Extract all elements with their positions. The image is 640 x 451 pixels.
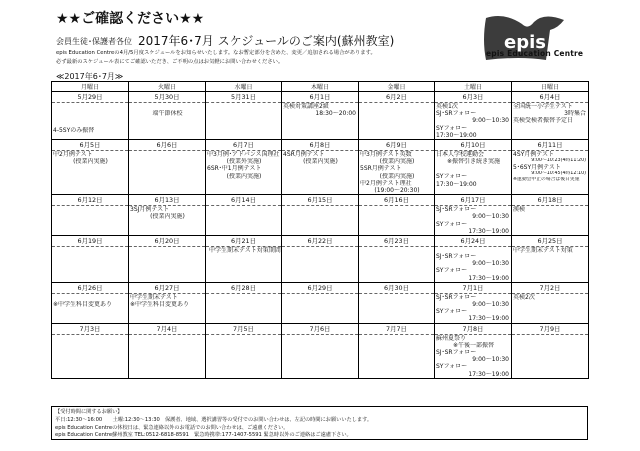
day-cell	[359, 195, 435, 236]
event-text: 蘇州夏祭り	[436, 334, 467, 342]
day-cell	[282, 323, 359, 378]
date-label: 6月18日	[512, 195, 588, 206]
date-label: 6月22日	[282, 236, 358, 247]
event-text: SJ･SRフォロー	[436, 293, 477, 301]
event-text: SJ･SRフォロー	[436, 206, 477, 214]
intro-line-1: epis Education Centreの4月/5月度スケジュールをお知らせいたします。なお暫定部分を含めた、変更／追加される場合があります。	[56, 50, 376, 56]
date-label: 6月20日	[129, 236, 205, 247]
date-label: 6月13日	[129, 195, 205, 206]
event-time: 9:00～10:30	[472, 117, 509, 125]
date-label: 7月2日	[512, 283, 588, 294]
event-text: 中3月例テスト英数	[360, 151, 412, 159]
date-label: 7月6日	[282, 324, 358, 335]
event-text: 中学生期末テスト	[130, 293, 178, 301]
notes-box	[51, 406, 588, 440]
event-text: 4SR月例テスト	[283, 151, 325, 159]
page-title: ★★ご確認ください★★	[56, 11, 205, 27]
date-label: 6月11日	[512, 140, 588, 151]
day-cell	[52, 236, 129, 283]
schedule-table	[51, 81, 589, 379]
event-text: 日本人学校運動会	[436, 151, 485, 159]
event-text: 中2月例テスト理社	[360, 179, 412, 187]
event-text: SYフォロー	[436, 173, 468, 181]
day-cell	[206, 282, 282, 323]
event-note: ※中学生科目変更あり	[53, 300, 113, 308]
event-text: 漢検	[513, 206, 526, 214]
date-label: 6月6日	[129, 140, 205, 151]
week-row	[52, 92, 589, 140]
event-text	[52, 103, 128, 110]
date-label: 5月31日	[206, 92, 281, 103]
weekday-header: 木曜日	[282, 82, 359, 92]
day-cell	[282, 236, 359, 283]
day-cell	[282, 140, 359, 195]
event-time: 17:30～19:00	[468, 370, 509, 378]
event-time: 9:00～10:30	[472, 213, 509, 221]
date-label: 6月28日	[206, 283, 281, 294]
event-text: SYフォロー	[436, 363, 468, 371]
day-cell	[359, 282, 435, 323]
notes-line: epis Education Centreの休校日は、緊急連絡以外のお電話でのお問い合わせは、ご遠慮ください。	[55, 425, 289, 431]
date-label: 7月9日	[512, 324, 588, 335]
weekday-header-row	[52, 82, 589, 92]
day-cell	[435, 282, 512, 323]
day-cell	[129, 282, 206, 323]
week-row	[52, 140, 589, 195]
event-time: 9:00～10:30	[472, 301, 509, 309]
date-label: 6月12日	[52, 195, 128, 206]
day-cell	[52, 323, 129, 378]
event-note: ※中学生科目変更あり	[130, 301, 190, 309]
event-text: 4SY月例テスト	[513, 151, 555, 159]
event-text: 3時集合	[564, 110, 586, 118]
date-label: 6月25日	[512, 236, 588, 247]
event-text: (授業内実施)	[226, 172, 262, 180]
weekday-header: 金曜日	[359, 82, 435, 92]
date-label: 7月4日	[129, 324, 205, 335]
event-time: 9:00～10:30	[472, 260, 509, 268]
day-cell	[206, 195, 282, 236]
date-label: 6月15日	[282, 195, 358, 206]
day-cell	[206, 323, 282, 378]
event-text: (授業外実施)	[226, 158, 262, 166]
greeting: 会員生徒･保護者各位	[56, 37, 132, 46]
day-cell	[129, 92, 206, 140]
day-cell	[359, 92, 435, 140]
date-label: 6月26日	[52, 283, 128, 294]
day-cell	[512, 323, 589, 378]
date-label: 5月29日	[52, 92, 128, 103]
day-cell	[512, 282, 589, 323]
event-text: SYフォロー	[436, 267, 468, 275]
week-row	[52, 195, 589, 236]
day-cell	[129, 236, 206, 283]
date-label: 6月2日	[359, 92, 434, 103]
notes-line: epis Education Centre蘇州教室 TEL:0512-6818-8591 緊急時携帯:177-1407-5591 緊急時以外のご連絡はご遠慮下さい。	[55, 432, 352, 438]
event-time: 9:00～10:45(4時12:10)	[531, 171, 586, 177]
schedule-title: 2017年6･7月 スケジュールのご案内(蘇州教室)	[138, 34, 395, 48]
date-label: 6月19日	[52, 236, 128, 247]
period-label: ≪2017年6･7月≫	[56, 72, 124, 81]
day-cell	[435, 92, 512, 140]
day-cell	[435, 323, 512, 378]
day-cell	[282, 195, 359, 236]
week-row	[52, 323, 589, 378]
event-text: 5SR月例テスト	[360, 165, 402, 173]
day-cell	[52, 92, 129, 140]
date-label: 6月8日	[282, 140, 358, 151]
day-cell	[52, 140, 129, 195]
event-text: 4-5SYのみ振替	[53, 127, 95, 134]
date-label: 5月30日	[129, 92, 205, 103]
weekday-header: 土曜日	[435, 82, 512, 92]
intro-line-2: 必ず最新のスケジュール表にてご確認いただき、ご不明の点はお気軽にお問い合わせください。	[56, 59, 284, 65]
event-text: 5･6SY月例テスト	[513, 164, 561, 172]
date-label: 6月5日	[52, 140, 128, 151]
event-text: 英検1次	[436, 103, 458, 110]
event-text: 英検2次	[513, 293, 535, 301]
svg-text:epis: epis	[504, 32, 546, 53]
date-label: 6月29日	[282, 283, 358, 294]
event-time: 9:00～10:30	[472, 356, 509, 364]
event-text: (授業内実施)	[379, 158, 415, 166]
event-text: 6SR･中1月例テスト	[207, 165, 262, 173]
event-time: (19:00～20:30)	[374, 187, 420, 195]
date-label: 6月3日	[435, 92, 511, 103]
weekday-header: 水曜日	[206, 82, 282, 92]
day-cell	[129, 323, 206, 378]
day-cell	[282, 282, 359, 323]
event-note: ※午後一部振替	[452, 341, 495, 349]
event-text: 中3月例･アドバンス国理社	[207, 151, 280, 159]
weekday-header: 月曜日	[52, 82, 129, 92]
event-text: SJ･SRフォロー	[436, 253, 477, 261]
day-cell	[512, 195, 589, 236]
day-cell	[512, 92, 589, 140]
event-text: 全国統一小学生テスト	[513, 103, 573, 110]
date-label: 6月27日	[129, 283, 205, 294]
date-label: 6月14日	[206, 195, 281, 206]
day-cell	[282, 92, 359, 140]
date-label: 6月21日	[206, 236, 281, 247]
event-time: 17:30～19:00	[436, 180, 477, 188]
event-note: ※運動会中止の場合は後日実施	[513, 177, 580, 183]
day-cell	[359, 323, 435, 378]
event-text: SYフォロー	[436, 124, 468, 132]
event-text: 中学生期末テスト対策	[513, 247, 573, 255]
date-label: 6月17日	[435, 195, 511, 206]
weekday-header: 日曜日	[512, 82, 589, 92]
event-time: 17:30～19:00	[468, 227, 509, 235]
event-text: (授業内実施)	[150, 213, 185, 221]
date-label: 6月1日	[282, 92, 358, 103]
date-label: 7月8日	[435, 324, 511, 335]
day-cell	[435, 236, 512, 283]
event-text: SYフォロー	[436, 220, 468, 228]
date-label: 7月5日	[206, 324, 281, 335]
day-cell	[359, 140, 435, 195]
notes-line: 平日:12:30～16:00 土曜:12:30～13:30 保護者、地域、選択講習等の受付でのお問い合わせは、左記の時間にお願いいたします。	[55, 417, 373, 423]
event-time: 17:30～19:00	[468, 315, 509, 323]
closure-text: 端午節休校	[152, 110, 183, 117]
logo-text: epis Education Centre	[486, 49, 584, 58]
day-cell	[129, 140, 206, 195]
event-time: 9:00～10:23(4時11:20)	[531, 158, 586, 164]
event-time: 18:30～20:00	[315, 110, 356, 118]
date-label: 6月4日	[512, 92, 588, 103]
event-text: 英検受検者振替予定日	[513, 117, 574, 125]
notes-title: 【受付時間に関するお願い】	[55, 409, 123, 415]
event-text: (授業内実施)	[303, 158, 338, 166]
event-text: SJ･SRフォロー	[436, 349, 477, 357]
date-label: 6月23日	[359, 236, 434, 247]
event-text: SJ･SRフォロー	[436, 110, 477, 118]
date-label: 6月24日	[435, 236, 511, 247]
date-label: 6月16日	[359, 195, 434, 206]
week-row	[52, 236, 589, 283]
date-label: 7月1日	[435, 283, 511, 294]
event-text: (授業内実施)	[73, 158, 108, 166]
day-cell	[512, 140, 589, 195]
day-cell	[435, 140, 512, 195]
day-cell	[359, 236, 435, 283]
event-time: 17:30～19:00	[468, 274, 509, 282]
epis-logo	[482, 14, 582, 72]
event-text: 3SJ月例テスト	[130, 206, 170, 214]
date-label: 7月7日	[359, 324, 434, 335]
date-label: 6月9日	[359, 140, 434, 151]
date-label: 7月3日	[52, 324, 128, 335]
event-text: ※振替引き続き実施	[446, 158, 501, 166]
day-cell	[52, 282, 129, 323]
date-label: 6月7日	[206, 140, 281, 151]
weekday-header: 火曜日	[129, 82, 206, 92]
day-cell	[206, 92, 282, 140]
event-time: 17:30～19:00	[436, 131, 477, 139]
day-cell	[512, 236, 589, 283]
day-cell	[206, 140, 282, 195]
week-row	[52, 282, 589, 323]
date-label: 6月30日	[359, 283, 434, 294]
event-text: 中2月例テスト	[53, 151, 93, 159]
day-cell	[435, 195, 512, 236]
event-text: 英検対策講座2級	[283, 103, 329, 110]
day-cell	[129, 195, 206, 236]
date-label: 6月10日	[435, 140, 511, 151]
event-text: (授業内実施)	[379, 172, 415, 180]
event-text: SYフォロー	[436, 308, 468, 316]
day-cell	[52, 195, 129, 236]
exam-prep-banner: 中学生期末テスト対策期間	[209, 247, 281, 255]
day-cell	[206, 236, 282, 283]
